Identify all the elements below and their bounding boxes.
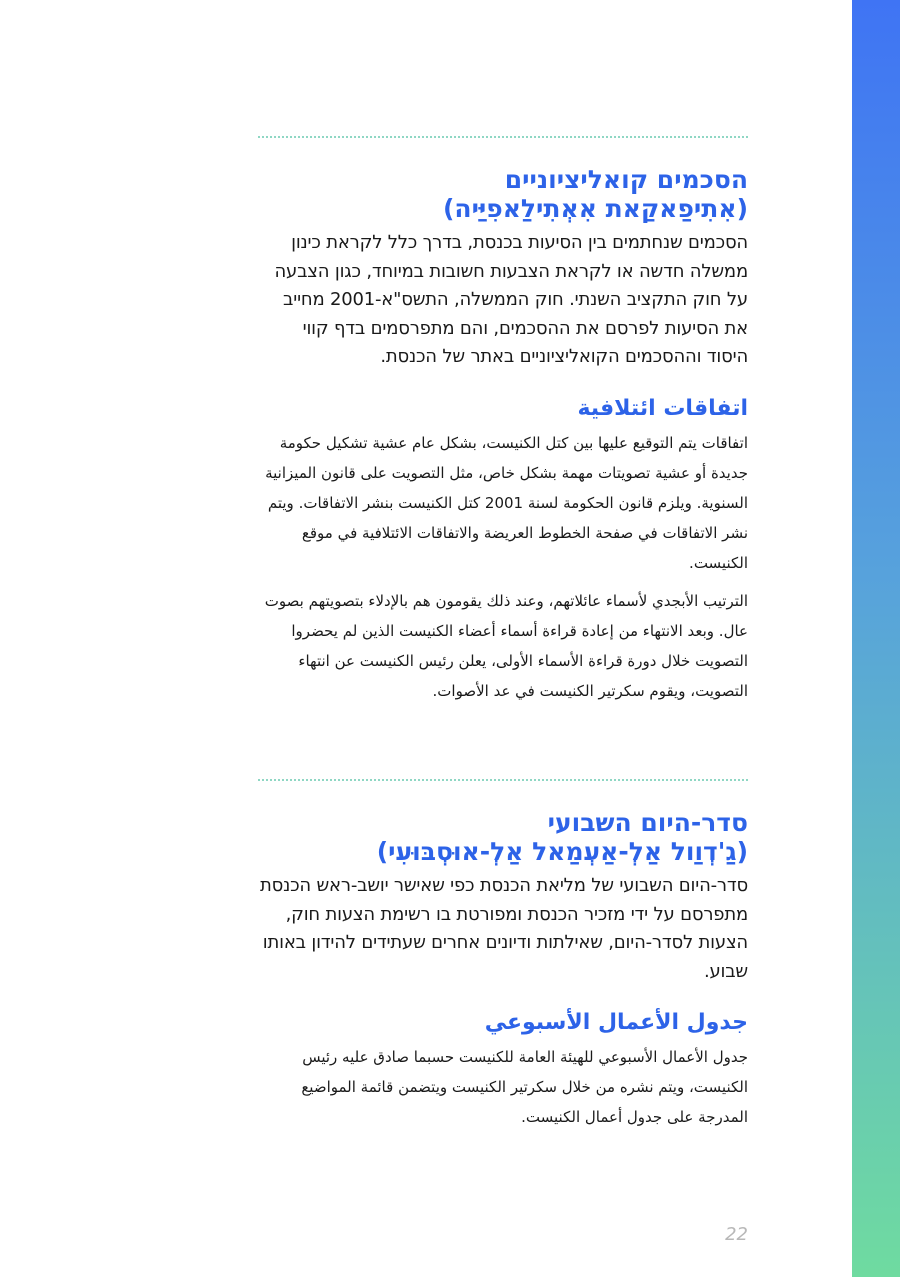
page-number: 22 bbox=[725, 1224, 748, 1245]
arabic-heading: جدول الأعمال الأسبوعي bbox=[484, 1010, 748, 1036]
hebrew-paragraph: הסכמים שנחתמים בין הסיעות בכנסת, בדרך כלל לקראת כינון ממשלה חדשה או לקראת הצבעות חשובות במיוחד, כגון הצבעה על חוק התקציב השנתי. חוק הממשלה, התשס"א-2001 מחייב את הסיעות לפרסם את ההסכמים, והם מתפרסמים בדף קווי היסוד וההסכמים הקואליציוניים באתר של הכנסת. bbox=[274, 232, 748, 368]
arabic-paragraph: اتفاقات يتم التوقيع عليها بين كتل الكنيست، بشكل عام عشية تشكيل حكومة جديدة أو عشية تصويتات مهمة بشكل خاص، مثل التصويت على قانون الميزانية السنوية. ويلزم قانون الحكومة لسنة 2001 كتل الكنيست بنشر الاتفاقات. ويتم نشر الاتفاقات في صفحة الخطوط العريضة والاتفاقات الائتلافية في موقع الكنيست. bbox=[265, 433, 748, 572]
hebrew-heading bbox=[258, 808, 748, 866]
hebrew-heading-line1: סדר-היום השבועי bbox=[547, 808, 748, 837]
hebrew-heading-line1: הסכמים קואליציוניים bbox=[504, 165, 748, 194]
hebrew-heading-line2: (גַ'דְוַול אַלְ-אַעְמַאל אַלְ-אוּסְבּוּעִי) bbox=[376, 837, 748, 866]
hebrew-heading-line2: (אִתִיפַאקַאת אִאְתִילַאפִיַּיה) bbox=[442, 194, 748, 223]
hebrew-heading bbox=[258, 165, 748, 223]
arabic-heading: اتفاقات ائتلافية bbox=[577, 395, 748, 421]
section-coalition-agreements bbox=[258, 165, 748, 706]
section-divider-middle bbox=[258, 779, 748, 781]
hebrew-paragraph: סדר-היום השבועי של מליאת הכנסת כפי שאישר יושב-ראש הכנסת מתפרסם על ידי מזכיר הכנסת ומפורטת בו רשימת הצעות חוק, הצעות לסדר-היום, שאילתות ודיונים אחרים שעתידים להידון באותו שבוע. bbox=[259, 875, 748, 982]
section-divider-top bbox=[258, 136, 748, 138]
arabic-paragraph: جدول الأعمال الأسبوعي للهيئة العامة للكنيست حسبما صادق عليه رئيس الكنيست، ويتم نشره من خلال سكرتير الكنيست ويتضمن قائمة المواضيع المدرجة على جدول أعمال الكنيست. bbox=[301, 1048, 748, 1127]
arabic-paragraph-continued: الترتيب الأبجدي لأسماء عائلاتهم، وعند ذلك يقومون هم بالإدلاء بتصويتهم بصوت عال. وبعد الانتهاء من إعادة قراءة أسماء أعضاء الكنيست الذين لم يحضروا التصويت خلال دورة قراءة الأسماء الأولى، يعلن رئيس الكنيست عن انتهاء التصويت، ويقوم سكرتير الكنيست في عد الأصوات. bbox=[264, 591, 748, 700]
section-weekly-agenda bbox=[258, 808, 748, 1132]
decorative-gradient-bar bbox=[852, 0, 900, 1277]
